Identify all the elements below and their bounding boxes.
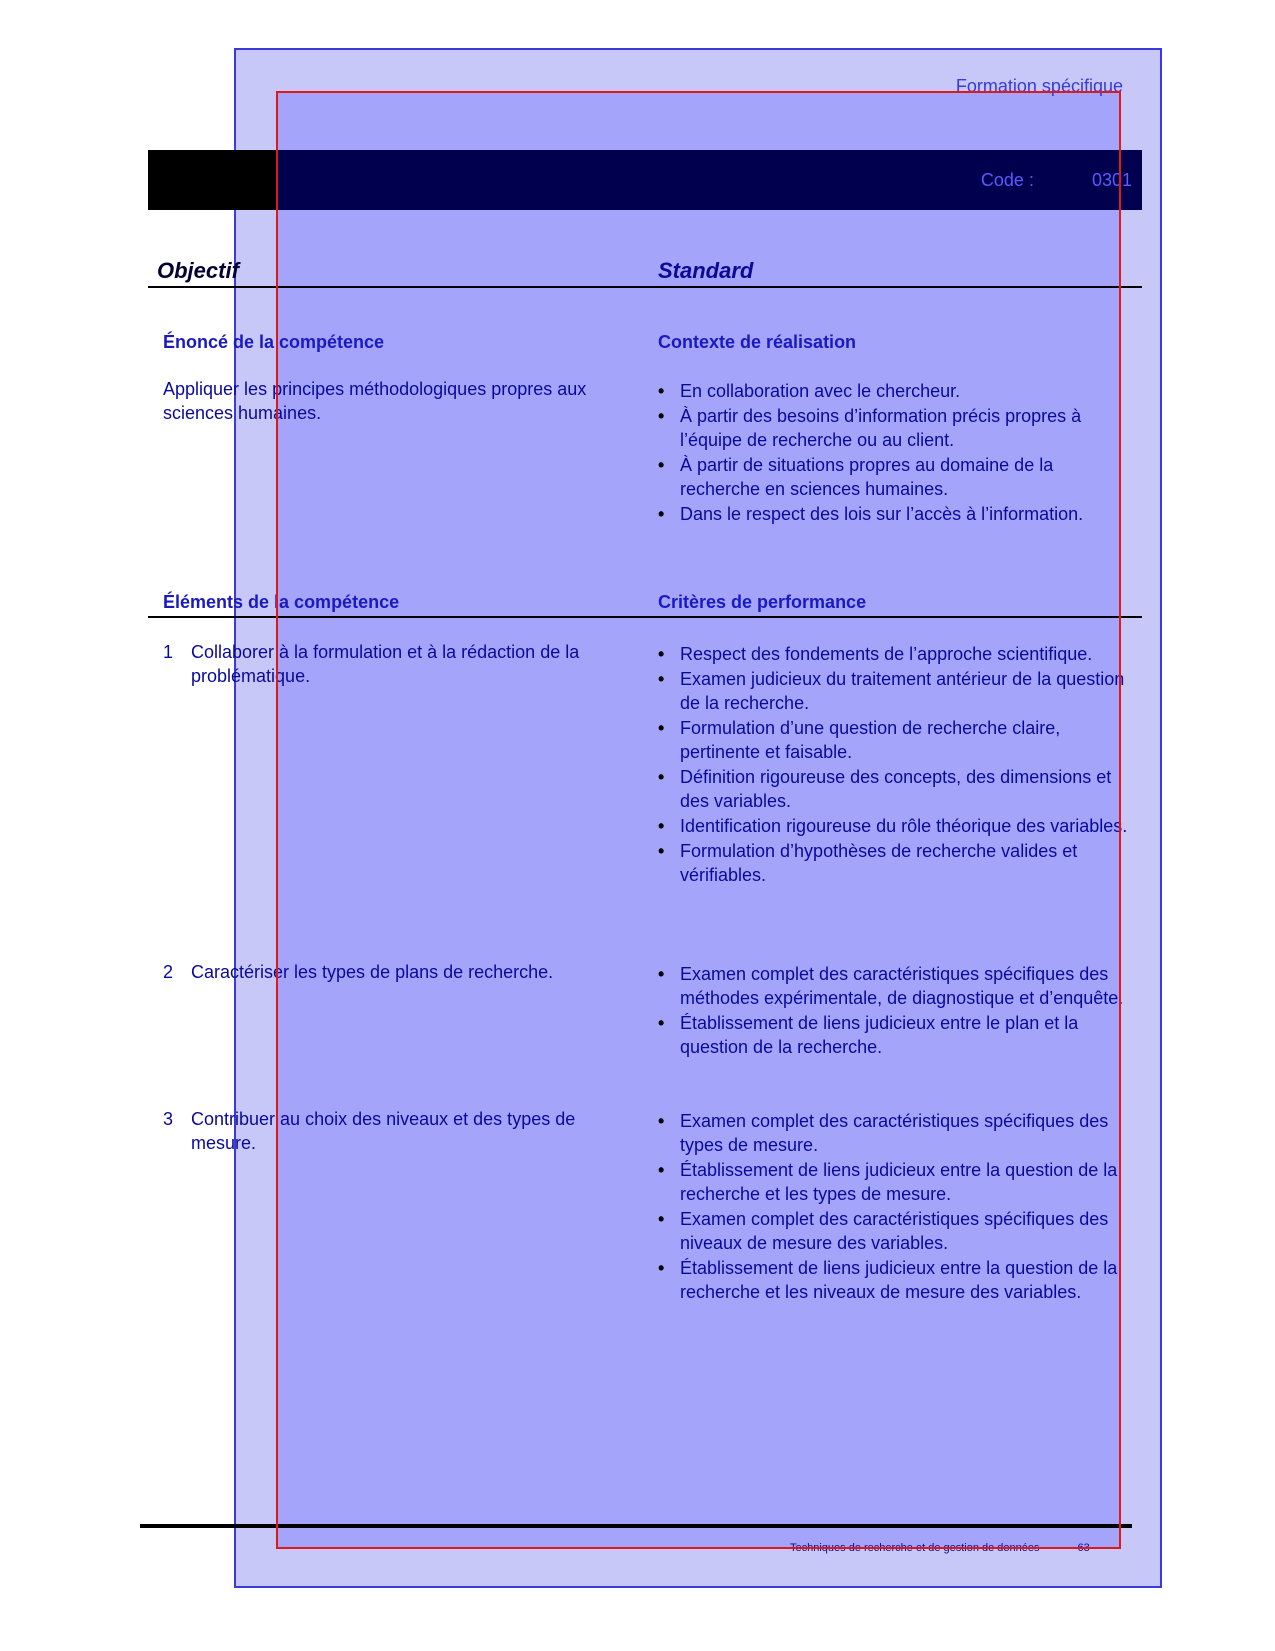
element-number: 3 [163, 1109, 174, 1129]
element-3 [163, 1107, 625, 1155]
element-text: Caractériser les types de plans de recherche. [191, 962, 554, 982]
page-footer [790, 1542, 1090, 1554]
element-1 [163, 640, 625, 688]
footer-rule [140, 1524, 1132, 1528]
elements-heading: Éléments de la compétence [163, 592, 400, 612]
list-item: • Formulation d’une question de recherche claire, pertinente et faisable. [658, 716, 1128, 764]
contexte-list [658, 379, 1128, 527]
element-number: 1 [163, 642, 174, 662]
criteria-list-1 [658, 642, 1128, 888]
code-block [981, 170, 1132, 191]
list-item: • Examen judicieux du traitement antérieur de la question de la recherche. [658, 667, 1128, 715]
list-item: • Formulation d’hypothèses de recherche valides et vérifiables. [658, 839, 1128, 887]
list-item: • À partir de situations propres au domaine de la recherche en sciences humaines. [658, 453, 1128, 501]
element-number: 2 [163, 962, 174, 982]
list-item: • Établissement de liens judicieux entre la question de la recherche et les types de mesure. [658, 1158, 1128, 1206]
element-2 [163, 960, 625, 984]
list-item: • Établissement de liens judicieux entre le plan et la question de la recherche. [658, 1011, 1128, 1059]
footer-program: Techniques de recherche et de gestion de données [790, 1542, 1040, 1554]
code-label: Code : [980, 170, 1034, 190]
criteria-list-3 [658, 1109, 1128, 1305]
criteria-list-2 [658, 962, 1128, 1060]
objectif-title: Objectif [157, 258, 239, 283]
title-rule [148, 286, 1142, 288]
list-item: • Respect des fondements de l’approche scientifique. [658, 642, 1128, 666]
criteres-heading: Critères de performance [658, 592, 867, 612]
code-value: 0301 [1091, 170, 1132, 190]
elements-rule [148, 616, 1142, 618]
element-text: Collaborer à la formulation et à la rédaction de la problématique. [191, 642, 580, 686]
list-item: • Dans le respect des lois sur l’accès à l’information. [658, 502, 1128, 526]
list-item: • Examen complet des caractéristiques spécifiques des types de mesure. [658, 1109, 1128, 1157]
list-item: • Identification rigoureuse du rôle théorique des variables. [658, 814, 1128, 838]
enonce-text: Appliquer les principes méthodologiques propres aux sciences humaines. [163, 379, 587, 423]
contexte-heading: Contexte de réalisation [658, 332, 857, 352]
list-item: • Établissement de liens judicieux entre la question de la recherche et les niveaux de mesure des variables. [658, 1256, 1128, 1304]
list-item: • Examen complet des caractéristiques spécifiques des méthodes expérimentale, de diagnostique et d’enquête. [658, 962, 1128, 1010]
list-item: • À partir des besoins d’information précis propres à l’équipe de recherche ou au client. [658, 404, 1128, 452]
standard-title: Standard [658, 258, 754, 283]
enonce-heading: Énoncé de la compétence [163, 332, 385, 352]
list-item: • Examen complet des caractéristiques spécifiques des niveaux de mesure des variables. [658, 1207, 1128, 1255]
list-item: • Définition rigoureuse des concepts, des dimensions et des variables. [658, 765, 1128, 813]
element-text: Contribuer au choix des niveaux et des types de mesure. [191, 1109, 576, 1153]
running-title: Formation spécifique [955, 76, 1123, 96]
page-number: 63 [1077, 1542, 1090, 1554]
list-item: • En collaboration avec le chercheur. [658, 379, 1128, 403]
header-band [148, 150, 1142, 210]
